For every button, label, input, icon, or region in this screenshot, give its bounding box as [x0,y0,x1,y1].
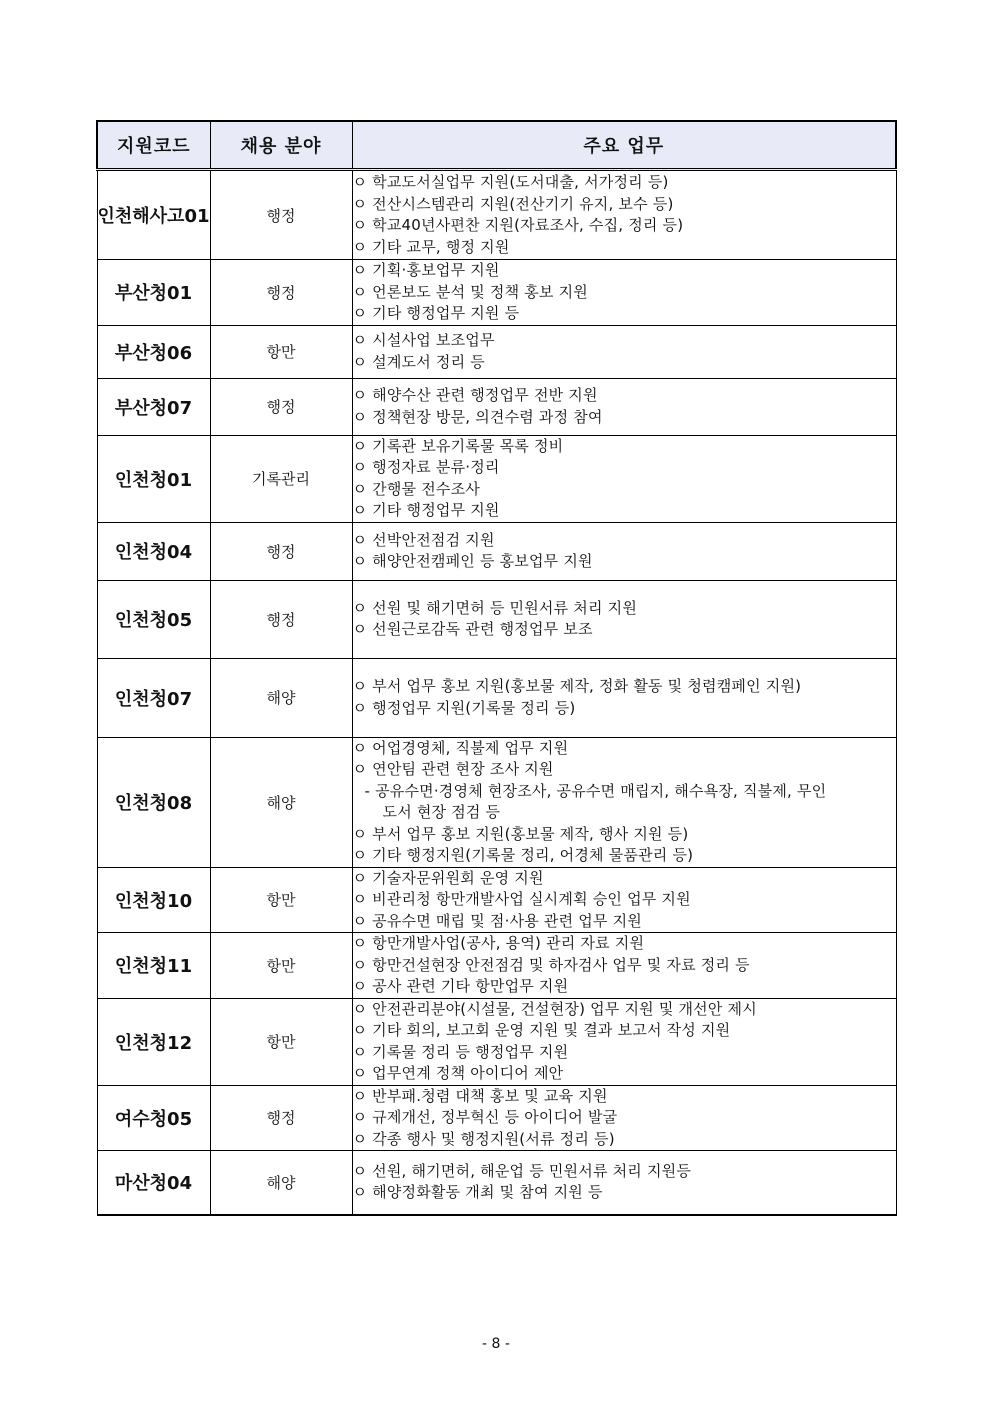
duty-item: ㅇ 기획·홍보업무 지원 [352,261,500,279]
recruit-field-cell: 행정 [210,260,352,326]
duties-cell [352,522,896,580]
duties-cell [352,1085,896,1151]
table-row [97,378,896,435]
table-row [97,1085,896,1151]
duties-cell [352,998,896,1085]
support-code-cell: 인천청10 [97,867,210,933]
duty-item: ㅇ 항만개발사업(공사, 용역) 관리 자료 지원 [352,934,645,952]
table-row [97,737,896,867]
table-row [97,658,896,737]
recruit-field-cell: 항만 [210,867,352,933]
table-row [97,1151,896,1215]
duties-cell [352,435,896,522]
recruit-field-cell: 해양 [210,658,352,737]
support-code-cell: 인천청12 [97,998,210,1085]
support-code-cell: 부산청01 [97,260,210,326]
support-code-cell: 부산청06 [97,325,210,378]
support-code-cell: 인천청07 [97,658,210,737]
duty-item: ㅇ 기록물 정리 등 행정업무 지원 [352,1042,569,1061]
support-code-cell: 인천청04 [97,522,210,580]
duty-item: ㅇ 규제개선, 정부혁신 등 아이디어 발굴 [352,1108,618,1126]
recruit-field-cell: 항만 [210,325,352,378]
duties-cell [352,867,896,933]
duties-cell [352,737,896,867]
duty-item: ㅇ 기타 행정업무 지원 등 [352,304,520,322]
duty-item: ㅇ 해양수산 관련 행정업무 전반 지원 [352,386,598,404]
table-row [97,170,896,260]
duty-item: ㅇ 기타 회의, 보고회 운영 지원 및 결과 보고서 작성 지원 [352,1021,731,1039]
recruitment-table [96,120,897,1216]
table-row [97,435,896,522]
duty-item: ㅇ 학교40년사편찬 지원(자료조사, 수집, 정리 등) [352,216,684,234]
duty-item: ㅇ 기술자문위원회 운영 지원 [352,868,544,887]
recruit-field-cell: 행정 [210,1085,352,1151]
table-row [97,325,896,378]
recruit-field-cell: 행정 [210,522,352,580]
duty-item: ㅇ 업무연계 정책 아이디어 제안 [352,1064,564,1082]
duties-cell [352,170,896,260]
duty-item: ㅇ 반부패.청렴 대책 홍보 및 교육 지원 [352,1086,608,1105]
duty-item: ㅇ 해양안전캠페인 등 홍보업무 지원 [352,552,593,570]
support-code-cell: 인천청08 [97,737,210,867]
duty-item: ㅇ 간행물 전수조사 [352,479,480,498]
duty-item: ㅇ 정책현장 방문, 의견수렴 과정 참여 [352,407,603,426]
duty-item: 도서 현장 점검 등 [382,803,501,821]
duties-cell [352,378,896,435]
table-row [97,260,896,326]
recruit-field-cell: 항만 [210,933,352,999]
recruit-field-cell: 기록관리 [210,435,352,522]
duties-cell [352,260,896,326]
support-code-cell: 인천청01 [97,435,210,522]
duty-item: ㅇ 해양정화활동 개최 및 참여 지원 등 [352,1183,603,1202]
table-row [97,933,896,999]
recruit-field-cell: 행정 [210,580,352,658]
support-code-cell: 여수청05 [97,1085,210,1151]
table-row [97,580,896,658]
support-code-cell: 인천청05 [97,580,210,658]
duty-item: ㅇ 선원, 해기면허, 해운업 등 민원서류 처리 지원등 [352,1161,692,1180]
duty-item: ㅇ 안전관리분야(시설물, 건설현장) 업무 지원 및 개선안 제시 [352,999,757,1018]
duty-item: ㅇ 기록관 보유기록물 목록 정비 [352,436,564,455]
table-row [97,998,896,1085]
duties-cell [352,933,896,999]
header-recruit-field: 채용 분야 [210,121,352,170]
duties-cell [352,580,896,658]
duty-item: ㅇ 학교도서실업무 지원(도서대출, 서가정리 등) [352,173,669,191]
duty-item: ㅇ 공사 관련 기타 항만업무 지원 [352,977,569,995]
duty-item: ㅇ 기타 행정지원(기록물 정리, 어경체 물품관리 등) [352,846,694,864]
recruit-field-cell: 항만 [210,998,352,1085]
duty-item: ㅇ 각종 행사 및 행정지원(서류 정리 등) [352,1129,615,1148]
duty-item: ㅇ 부서 업무 홍보 지원(홍보물 제작, 행사 지원 등) [352,824,689,843]
duty-item: ㅇ 선원근로감독 관련 행정업무 보조 [352,620,593,638]
duty-item: ㅇ 항만건설현장 안전점검 및 하자검사 업무 및 자료 정리 등 [352,955,750,974]
duty-item: ㅇ 연안팀 관련 현장 조사 지원 [352,760,554,778]
duty-item: - 공유수면·경영체 현장조사, 공유수면 매립지, 해수욕장, 직불제, 무인 [364,781,827,800]
header-support-code: 지원코드 [97,121,210,170]
page-number: - 8 - [482,1336,510,1352]
duty-item: ㅇ 선박안전점검 지원 [352,530,495,549]
duty-item: ㅇ 기타 교무, 행정 지원 [352,237,510,256]
duties-cell [352,658,896,737]
duty-item: ㅇ 선원 및 해기면허 등 민원서류 처리 지원 [352,598,638,617]
duty-item: ㅇ 행정업무 지원(기록물 정리 등) [352,698,576,717]
duty-item: ㅇ 행정자료 분류·정리 [352,458,500,476]
duty-item: ㅇ 공유수면 매립 및 점·사용 관련 업무 지원 [352,911,642,930]
duties-cell [352,325,896,378]
duty-item: ㅇ 기타 행정업무 지원 [352,501,500,519]
duty-item: ㅇ 언론보도 분석 및 정책 홍보 지원 [352,282,588,301]
support-code-cell: 부산청07 [97,378,210,435]
recruit-field-cell: 행정 [210,378,352,435]
duty-item: ㅇ 시설사업 보조업무 [352,331,495,349]
recruit-field-cell: 해양 [210,1151,352,1215]
recruit-field-cell: 행정 [210,170,352,260]
header-main-duties: 주요 업무 [352,121,896,170]
support-code-cell: 인천청11 [97,933,210,999]
recruit-field-cell: 해양 [210,737,352,867]
duty-item: ㅇ 비관리청 항만개발사업 실시계획 승인 업무 지원 [352,890,691,908]
table-header-row [97,121,896,170]
table-body [97,170,896,1215]
table-row [97,867,896,933]
duty-item: ㅇ 전산시스템관리 지원(전산기기 유지, 보수 등) [352,194,674,213]
support-code-cell: 인천해사고01 [97,170,210,260]
table-row [97,522,896,580]
duty-item: ㅇ 설계도서 정리 등 [352,352,485,371]
duties-cell [352,1151,896,1215]
support-code-cell: 마산청04 [97,1151,210,1215]
duty-item: ㅇ 어업경영체, 직불제 업무 지원 [352,738,569,757]
duty-item: ㅇ 부서 업무 홍보 지원(홍보물 제작, 정화 활동 및 청렴캠페인 지원) [352,677,802,695]
